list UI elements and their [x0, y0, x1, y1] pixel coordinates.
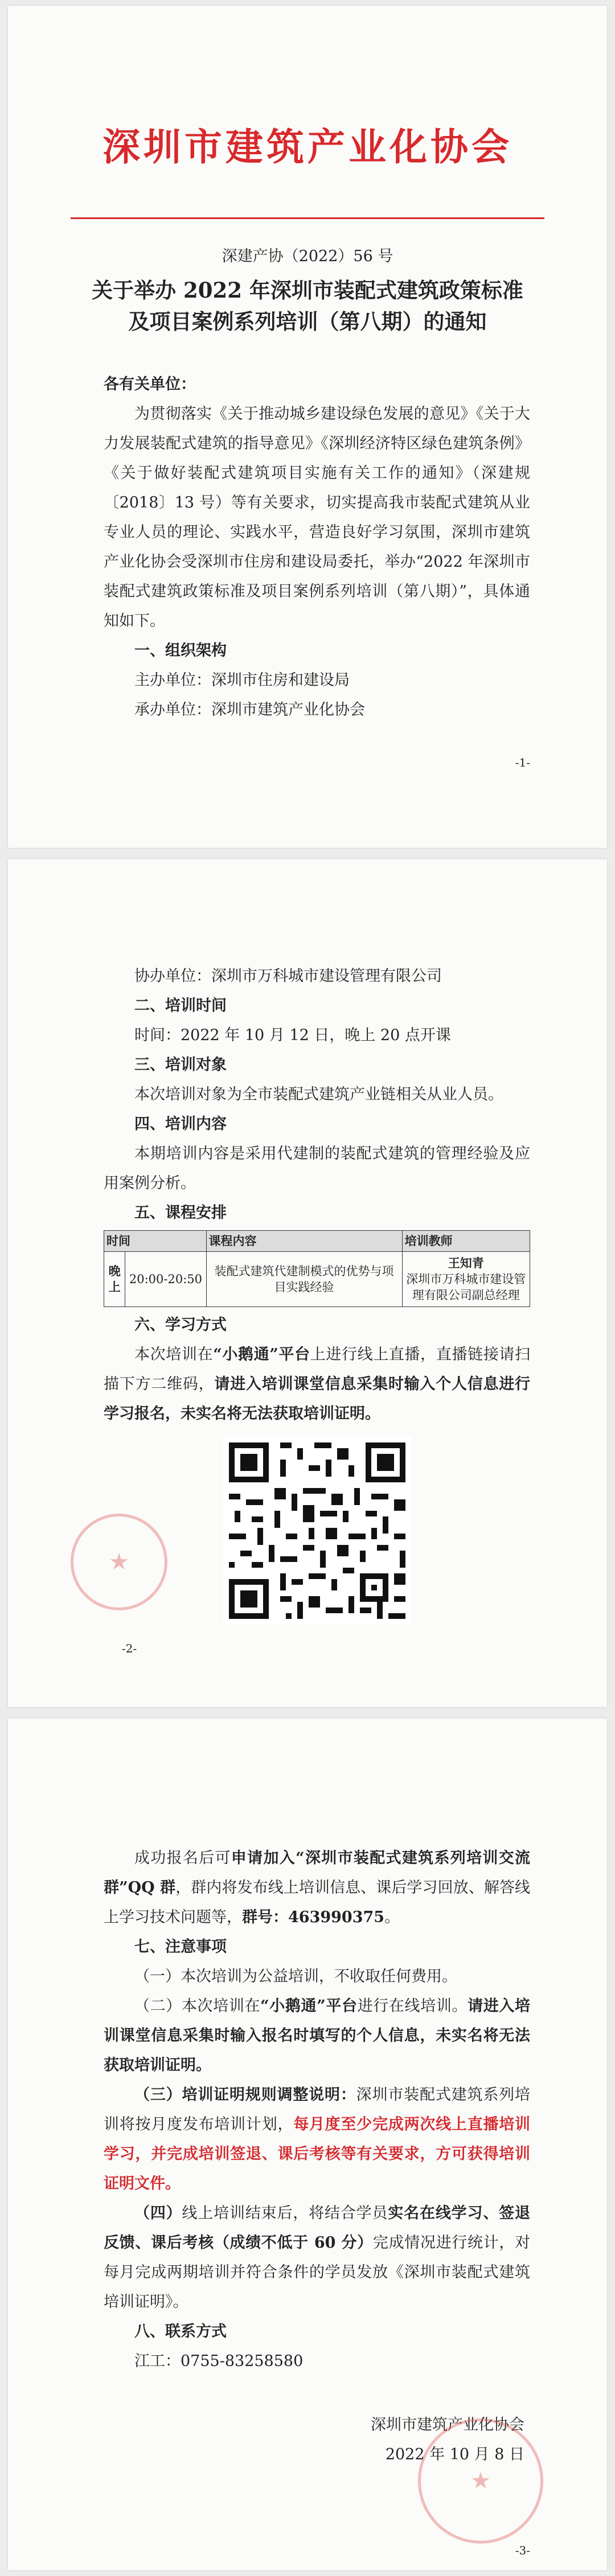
- teacher-name: 王知青: [448, 1256, 484, 1270]
- page1-body: [104, 370, 530, 725]
- qq-pre: 成功报名后可: [134, 1849, 231, 1867]
- training-audience: 本次培训对象为全市装配式建筑产业链相关从业人员。: [134, 1086, 503, 1103]
- document-page-3: [8, 1718, 607, 2570]
- section-heading-organization: 一、组织架构: [134, 642, 227, 660]
- section-heading-content: 四、培训内容: [134, 1115, 227, 1133]
- method-pre: 本次培训在: [134, 1346, 214, 1363]
- note3-requirement: 每月度至少完成两次线上直播培训学习，并完成培训签退、课后考核等有关要求，方可获得培训证明文件。: [104, 2116, 531, 2192]
- qq-group-number: 群号：463990375: [242, 1909, 385, 1926]
- schedule-table: [104, 1230, 530, 1307]
- qr-code-icon[interactable]: [223, 1437, 411, 1625]
- note-3: [104, 2080, 530, 2199]
- qq-group-paragraph: [104, 1844, 530, 1932]
- schedule-header-row: [104, 1231, 530, 1252]
- note2-platform: “小鹅通”平台: [260, 1997, 358, 2015]
- document-page-1: [8, 6, 607, 848]
- spacer: [104, 2376, 530, 2410]
- method-platform: “小鹅通”平台: [213, 1346, 310, 1363]
- salutation: 各有关单位：: [104, 376, 196, 393]
- signoff-organization: 深圳市建筑产业化协会: [371, 2416, 524, 2434]
- section-heading-contact: 八、联系方式: [134, 2323, 227, 2340]
- section-heading-notes: 七、注意事项: [134, 1938, 227, 1956]
- method-registration-note: 请进入培训课堂信息采集时输入个人信息进行学习报名，未实名将无法获取培训证明。: [104, 1375, 531, 1423]
- qq-end: 。: [384, 1909, 400, 1926]
- schedule-header-course: 课程内容: [206, 1231, 402, 1252]
- qq-group-name: 申请加入“深圳市装配式建筑系列培训交流群”QQ 群: [104, 1849, 531, 1897]
- schedule-header-time: 时间: [104, 1231, 207, 1252]
- training-content: 本期培训内容是采用代建制的装配式建筑的管理经验及应用案例分析。: [104, 1145, 530, 1192]
- note-1: （一）本次培训为公益培训，不收取任何费用。: [134, 1968, 457, 1985]
- page3-body: [104, 1844, 530, 2470]
- note2-pre: （二）本次培训在: [134, 1997, 261, 2015]
- schedule-header-teacher: 培训教师: [402, 1231, 530, 1252]
- method-mid: 上进行线上直播，直播链接请扫描下方二维码，: [104, 1346, 531, 1393]
- teacher-title: 深圳市万科城市建设管理有限公司副总经理: [406, 1272, 526, 1302]
- masthead-title: 深圳市建筑产业化协会: [102, 125, 512, 169]
- section-heading-time: 二、培训时间: [134, 997, 227, 1015]
- note4-pre: 线上培训结束后，将结合学员: [182, 2204, 388, 2222]
- co-organizer-unit: 协办单位：深圳市万科城市建设管理有限公司: [134, 967, 442, 985]
- intro-paragraph: 为贯彻落实《关于推动城乡建设绿色发展的意见》《关于大力发展装配式建筑的指导意见》《深圳经济特区绿色建筑条例》《关于做好装配式建筑项目实施有关工作的通知》（深建规〔2018〕13 号）等有关要求，切实提高我市装配式建筑从业专业人员的理论、实践水平，营造良好学习氛围，深圳市建筑产业化协会受深圳市住房和建设局委托，举办“2022 年深圳市装配式建筑政策标准及项目案例系列培训（第八期）”，具体通知如下。: [104, 405, 530, 630]
- note-4: [104, 2199, 530, 2317]
- section-heading-audience: 三、培训对象: [134, 1056, 227, 1074]
- organizer-unit: 承办单位：深圳市建筑产业化协会: [134, 701, 365, 719]
- notice-title: [88, 275, 527, 337]
- page-number: -3-: [515, 2544, 530, 2557]
- note3-label: （三）培训证明规则调整说明：: [134, 2086, 356, 2104]
- note4-label: （四）: [134, 2204, 182, 2222]
- note2-mid: 进行在线培训。: [357, 1997, 468, 2015]
- masthead-divider: [71, 217, 544, 219]
- learning-method: [104, 1340, 530, 1429]
- document-number: 深建产协（2022）56 号: [222, 248, 393, 265]
- schedule-period: 晚上: [104, 1252, 125, 1307]
- note2-registration: 请进入培训课堂信息采集时输入报名时填写的个人信息，未实名将无法获取培训证明。: [104, 1997, 531, 2074]
- training-time: 时间：2022 年 10 月 12 日，晚上 20 点开课: [134, 1027, 451, 1044]
- note4-criteria: 实名在线学习、签退反馈、课后考核（成绩不低于 60 分）: [104, 2204, 531, 2252]
- document-page-2: [8, 859, 607, 1707]
- section-heading-method: 六、学习方式: [134, 1316, 227, 1334]
- schedule-time: 20:00-20:50: [125, 1252, 206, 1307]
- note3-text: 深圳市装配式建筑系列培训将按月度发布培训计划，: [104, 2086, 531, 2133]
- notice-title-line-1: 关于举办 2022 年深圳市装配式建筑政策标准: [92, 278, 523, 303]
- host-unit: 主办单位：深圳市住房和建设局: [134, 671, 350, 689]
- schedule-course: 装配式建筑代建制模式的优势与项目实践经验: [206, 1252, 402, 1307]
- official-seal-icon: ★: [71, 1514, 167, 1610]
- section-heading-schedule: 五、课程安排: [134, 1204, 227, 1222]
- contact-info: 江工：0755-83258580: [134, 2352, 304, 2370]
- notice-title-line-2: 及项目案例系列培训（第八期）的通知: [128, 309, 487, 334]
- association-seal-icon: ★: [418, 2418, 543, 2544]
- qq-mid: ，群内将发布线上培训信息、课后学习回放、解答线上学习技术问题等，: [104, 1879, 530, 1926]
- page2-body: [104, 962, 530, 1625]
- page-number: -1-: [515, 756, 530, 769]
- schedule-row: [104, 1252, 530, 1307]
- signoff-date: 2022 年 10 月 8 日: [385, 2446, 524, 2463]
- page-number: -2-: [122, 1642, 137, 1655]
- schedule-teacher: [402, 1252, 530, 1307]
- note-2: [104, 1992, 530, 2080]
- note4-post: 完成情况进行统计，对每月完成两期培训并符合条件的学员发放《深圳市装配式建筑培训证明》。: [104, 2234, 531, 2311]
